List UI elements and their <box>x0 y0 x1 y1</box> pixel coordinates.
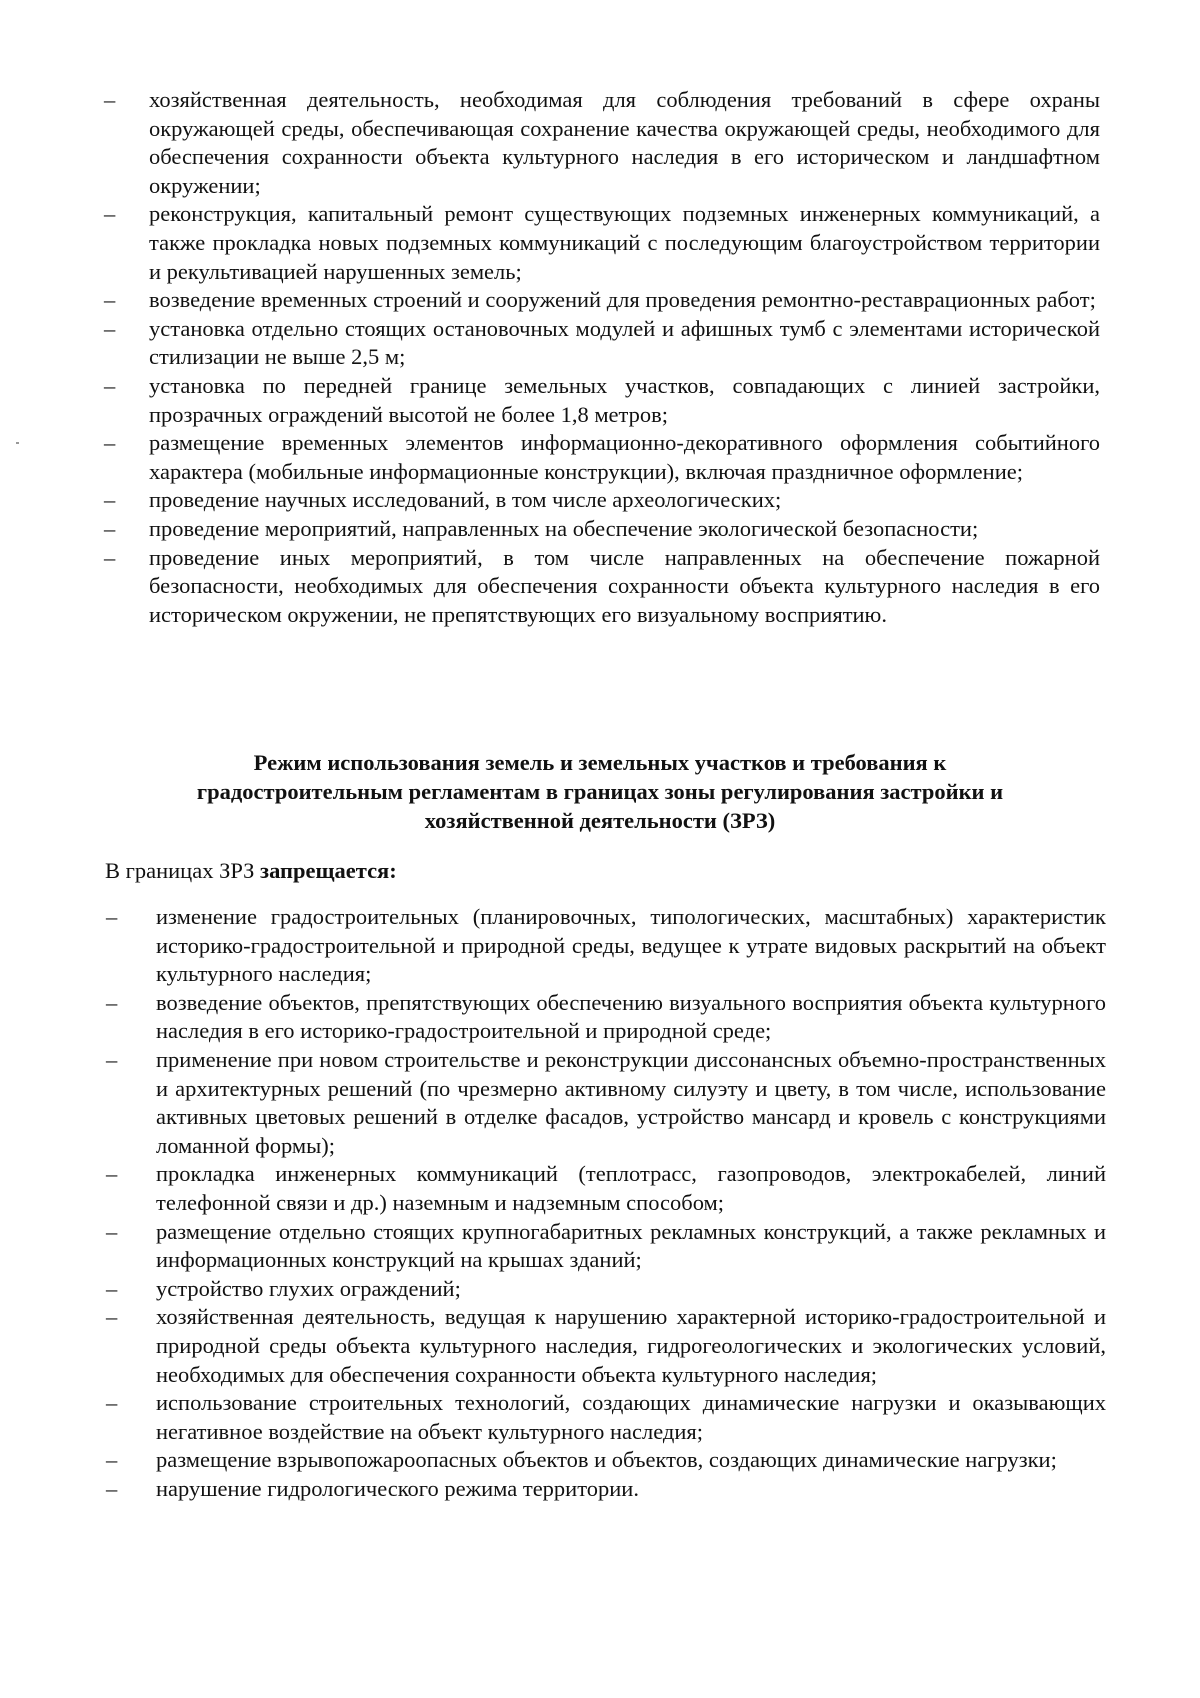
list-item-text: возведение временных строений и сооружений для проведения ремонтно-реставрационных работ; <box>149 287 1096 313</box>
list-item-text: хозяйственная деятельность, необходимая для соблюдения требований в сфере охраны окружающей среды, обеспечивающая сохранение качества окружающей среды, необходимого для обеспечения сохранности объекта культурного наследия в его историческом и ландшафтном окружении; <box>149 87 1100 198</box>
bullet-dash: – <box>106 1475 118 1501</box>
list-item-text: проведение иных мероприятий, в том числе направленных на обеспечение пожарной безопасности, необходимых для обеспечения сохранности объекта культурного наследия в его историческом окружении, не препятствующих его визуальному восприятию. <box>149 544 1100 627</box>
list-item-text: использование строительных технологий, создающих динамические нагрузки и оказывающих негативное воздействие на объект культурного наследия; <box>156 1390 1106 1444</box>
list-item <box>100 315 1100 372</box>
permitted-activities-list <box>100 86 1100 629</box>
list-item <box>100 429 1100 486</box>
list-item <box>100 200 1100 286</box>
list-item <box>100 1275 1106 1304</box>
bullet-dash: – <box>106 989 118 1015</box>
intro-text: В границах ЗРЗ <box>105 858 261 883</box>
list-item-text: изменение градостроительных (планировочных, типологических, масштабных) характеристик историко-градостроительной и природной среды, ведущее к утрате видовых раскрытий на объект культурного наследия; <box>156 904 1106 987</box>
list-item-text: хозяйственная деятельность, ведущая к нарушению характерной историко-градостроительной и природной среды объекта культурного наследия, гидрогеологических и экологических условий, необходимых для обеспечения сохранности объекта культурного наследия; <box>156 1304 1106 1387</box>
list-item-text: нарушение гидрологического режима территории. <box>156 1475 639 1501</box>
prohibited-activities-list <box>100 903 1106 1503</box>
list-item-text: применение при новом строительстве и реконструкции диссонансных объемно-пространственных и архитектурных решений (по чрезмерно активному силуэту и цвету, в том числе, использование активных цветовых решений в отделке фасадов, устройство мансард и кровель с конструкциями ломанной формы); <box>156 1046 1106 1158</box>
list-item <box>100 486 1100 515</box>
list-item-text: проведение научных исследований, в том числе археологических; <box>149 487 782 513</box>
bullet-dash: – <box>106 1447 118 1473</box>
list-item-text: установка по передней границе земельных участков, совпадающих с линией застройки, прозрачных ограждений высотой не более 1,8 метров; <box>149 372 1100 427</box>
bullet-dash: – <box>104 87 116 112</box>
list-item-text: размещение отдельно стоящих крупногабаритных рекламных конструкций, а также рекламных и информационных конструкций на крышах зданий; <box>156 1218 1106 1273</box>
list-item <box>100 1389 1106 1446</box>
intro-paragraph <box>105 857 397 885</box>
bullet-dash: – <box>106 1046 118 1072</box>
bullet-dash: – <box>104 315 116 341</box>
scan-mark <box>16 442 19 444</box>
list-item <box>100 989 1106 1046</box>
list-item-text: установка отдельно стоящих остановочных модулей и афишных тумб с элементами исторической стилизации не выше 2,5 м; <box>149 315 1100 370</box>
intro-emphasis: запрещается: <box>260 858 397 883</box>
list-item <box>100 1218 1106 1275</box>
bullet-dash: – <box>106 1304 118 1330</box>
section-heading <box>120 748 1080 835</box>
bullet-dash: – <box>104 430 116 456</box>
list-item <box>100 1446 1106 1475</box>
list-item-text: возведение объектов, препятствующих обеспечению визуального восприятия объекта культурного наследия в его историко-градостроительной и природной среде; <box>156 989 1106 1044</box>
bullet-dash: – <box>106 1390 118 1416</box>
bullet-dash: – <box>106 904 118 929</box>
list-item <box>100 1046 1106 1160</box>
list-item <box>100 515 1100 544</box>
bullet-dash: – <box>104 487 116 513</box>
heading-line: Режим использования земель и земельных участков и требования к <box>253 750 947 775</box>
list-item <box>100 286 1100 315</box>
list-item <box>100 1475 1106 1504</box>
list-item-text: проведение мероприятий, направленных на обеспечение экологической безопасности; <box>149 515 979 541</box>
bullet-dash: – <box>104 372 116 398</box>
list-item <box>100 1303 1106 1389</box>
bullet-dash: – <box>104 287 116 313</box>
list-item <box>100 544 1100 630</box>
list-item-text: размещение взрывопожароопасных объектов и объектов, создающих динамические нагрузки; <box>156 1447 1057 1473</box>
list-item <box>100 86 1100 200</box>
list-item <box>100 903 1106 989</box>
list-item-text: размещение временных элементов информационно-декоративного оформления событийного характера (мобильные информационные конструкции), включая праздничное оформление; <box>149 430 1100 484</box>
bullet-dash: – <box>104 515 116 541</box>
bullet-dash: – <box>104 201 116 227</box>
bullet-dash: – <box>104 544 116 570</box>
bullet-dash: – <box>106 1218 118 1244</box>
heading-line: хозяйственной деятельности (ЗРЗ) <box>424 808 776 833</box>
list-item-text: прокладка инженерных коммуникаций (теплотрасс, газопроводов, электрокабелей, линий телефонной связи и др.) наземным и надземным способом; <box>156 1161 1106 1215</box>
list-item <box>100 1160 1106 1217</box>
heading-line: градостроительным регламентам в границах зоны регулирования застройки и <box>196 779 1004 804</box>
bullet-dash: – <box>106 1161 118 1187</box>
list-item-text: устройство глухих ограждений; <box>156 1275 461 1301</box>
bullet-dash: – <box>106 1275 118 1301</box>
list-item-text: реконструкция, капитальный ремонт существующих подземных инженерных коммуникаций, а также прокладка новых подземных коммуникаций с последующим благоустройством территории и рекультивацией нарушенных земель; <box>149 201 1100 284</box>
list-item <box>100 372 1100 429</box>
